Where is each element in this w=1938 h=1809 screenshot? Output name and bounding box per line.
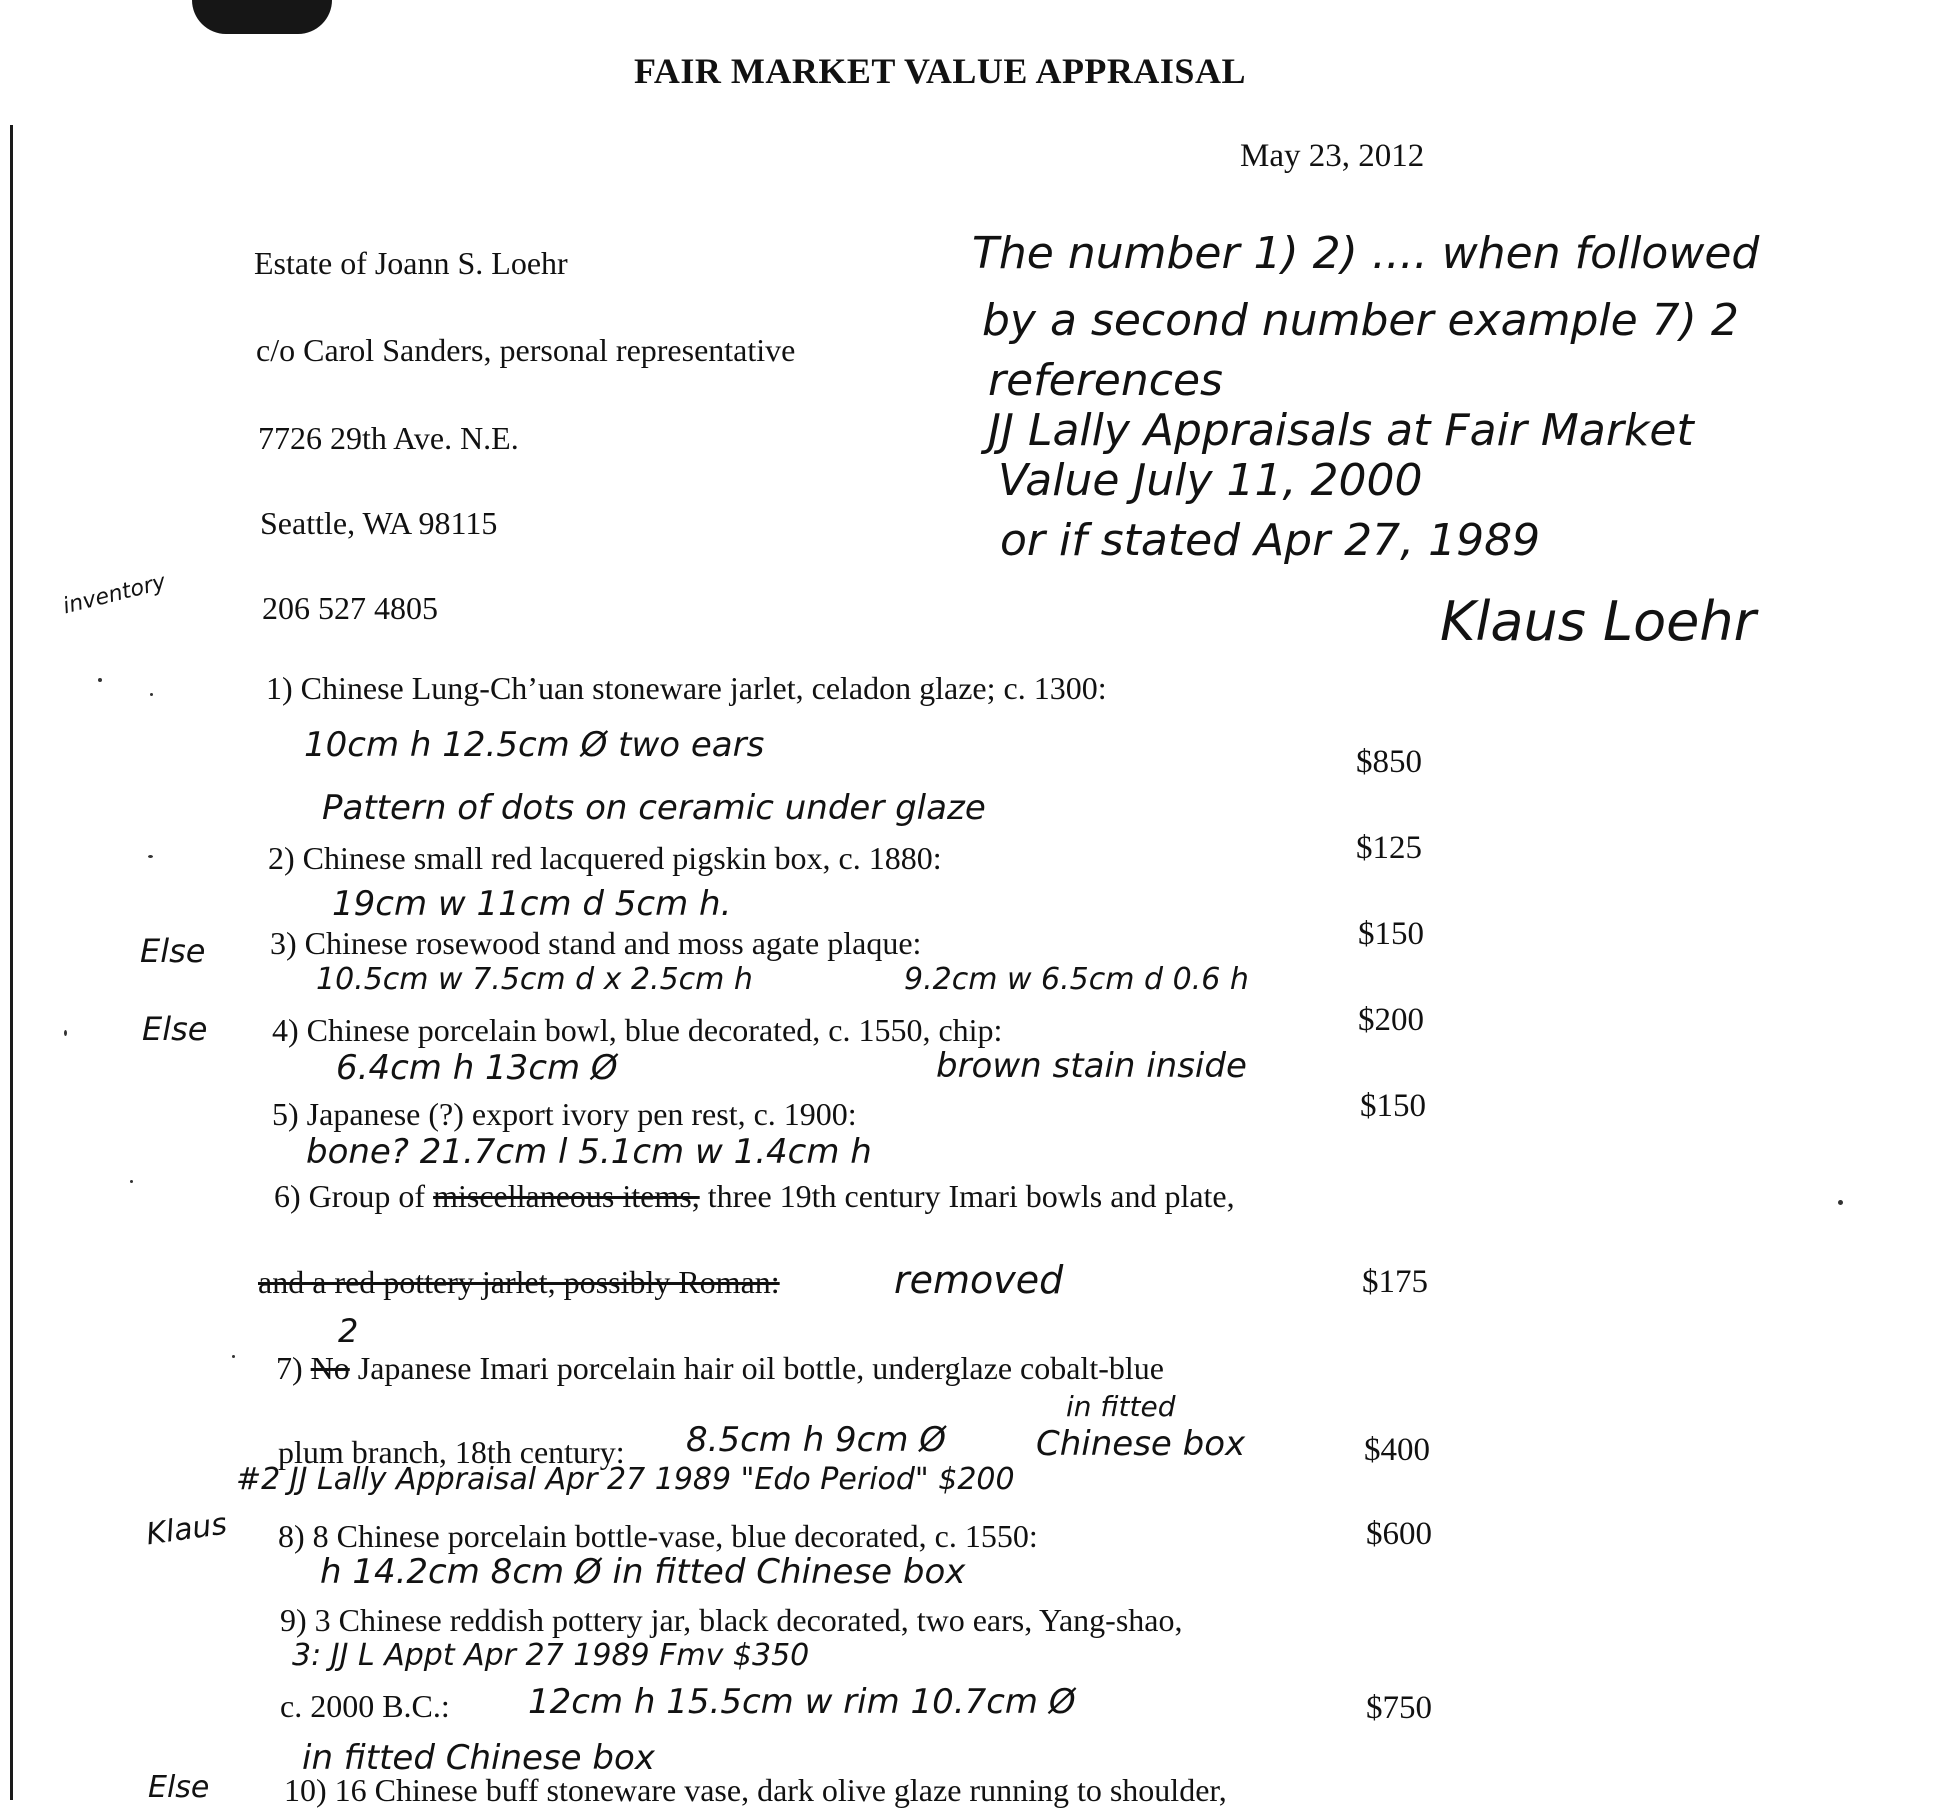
margin-mark-item-10: Else [148, 1770, 210, 1805]
item-4-description: 4) Chinese porcelain bowl, blue decorated, c. 1550, chip: [272, 1012, 1003, 1048]
item-7-text-after: Japanese Imari porcelain hair oil bottle, underglaze cobalt-blue [349, 1350, 1164, 1386]
scan-speck [130, 1180, 133, 1183]
margin-mark-item-8: Klaus [143, 1506, 230, 1553]
item-3-note-plaque: 9.2cm w 6.5cm d 0.6 h [904, 962, 1249, 997]
handwritten-note-line-3: references [988, 355, 1223, 406]
scan-speck [98, 678, 102, 682]
item-4-note-stain: brown stain inside [936, 1046, 1247, 1086]
item-5-description: 5) Japanese (?) export ivory pen rest, c. 1900: [272, 1096, 857, 1132]
item-6-struck-text: miscellaneous items, [433, 1178, 700, 1214]
item-5-price: $150 [1360, 1088, 1426, 1124]
item-3-price: $150 [1358, 916, 1424, 952]
item-7-note-in-fitted: in fitted [1066, 1390, 1176, 1423]
document-title: FAIR MARKET VALUE APPRAISAL [634, 51, 1246, 91]
scan-speck [1838, 1200, 1843, 1205]
item-2-description: 2) Chinese small red lacquered pigskin box, c. 1880: [268, 840, 942, 876]
scan-speck [232, 1355, 235, 1358]
item-1-note-pattern: Pattern of dots on ceramic under glaze [322, 788, 986, 828]
item-9-description-line-2: c. 2000 B.C.: [280, 1688, 450, 1724]
item-6-text-before: 6) Group of [274, 1178, 434, 1214]
item-7-insert-number: 2 [338, 1312, 359, 1350]
item-3-note-stand: 10.5cm w 7.5cm d x 2.5cm h [316, 962, 753, 997]
recipient-phone: 206 527 4805 [262, 590, 438, 626]
item-6-description [274, 1178, 1235, 1215]
item-9-note-fitted-box: in fitted Chinese box [302, 1738, 655, 1778]
item-9-note-dimensions: 12cm h 15.5cm w rim 10.7cm Ø [528, 1682, 1076, 1722]
margin-mark-item-4: Else [142, 1010, 208, 1048]
item-7-note-chinese-box: Chinese box [1036, 1424, 1246, 1464]
margin-mark-inventory: inventory [60, 569, 169, 620]
item-7-description [276, 1350, 1164, 1387]
item-7-price: $400 [1364, 1432, 1430, 1468]
item-7-note-dimensions: 8.5cm h 9cm Ø [686, 1420, 947, 1460]
item-6-price: $175 [1362, 1264, 1428, 1300]
handwritten-note-line-2: by a second number example 7) 2 [982, 295, 1739, 346]
item-7-struck-text: No [310, 1350, 350, 1386]
handwritten-note-line-6: or if stated Apr 27, 1989 [1000, 515, 1541, 566]
item-5-note-dimensions: bone? 21.7cm l 5.1cm w 1.4cm h [306, 1132, 872, 1172]
item-2-price: $125 [1356, 830, 1422, 866]
handwritten-note-line-5: Value July 11, 2000 [998, 455, 1423, 506]
recipient-city: Seattle, WA 98115 [260, 505, 498, 541]
item-8-note-dimensions: h 14.2cm 8cm Ø in fitted Chinese box [320, 1552, 966, 1592]
scan-speck [64, 1030, 67, 1036]
item-9-price: $750 [1366, 1690, 1432, 1726]
handwritten-note-line-4: JJ Lally Appraisals at Fair Market [988, 405, 1694, 456]
item-4-note-dimensions: 6.4cm h 13cm Ø [336, 1048, 618, 1088]
item-9-note-lally-reference: 3: JJ L Appt Apr 27 1989 Fmv $350 [292, 1638, 810, 1673]
recipient-care-of: c/o Carol Sanders, personal representative [256, 332, 796, 368]
item-1-description: 1) Chinese Lung-Ch’uan stoneware jarlet, celadon glaze; c. 1300: [266, 670, 1107, 706]
recipient-estate: Estate of Joann S. Loehr [254, 245, 568, 281]
appraisal-date: May 23, 2012 [1240, 138, 1425, 174]
item-1-price: $850 [1356, 744, 1422, 780]
scan-speck [150, 693, 153, 696]
item-6-struck-line: and a red pottery jarlet, possibly Roman: [258, 1264, 780, 1300]
margin-mark-item-3: Else [140, 932, 206, 970]
letterhead-logo [192, 0, 332, 34]
item-7-text-before: 7) [276, 1350, 311, 1386]
item-8-price: $600 [1366, 1516, 1432, 1552]
item-1-note-dimensions: 10cm h 12.5cm Ø two ears [304, 725, 765, 765]
recipient-street: 7726 29th Ave. N.E. [258, 420, 519, 456]
item-7-description-line-2: plum branch, 18th century: [278, 1434, 625, 1470]
scan-edge-line [10, 125, 13, 1800]
item-7-note-lally-reference: #2 JJ Lally Appraisal Apr 27 1989 "Edo Period" $200 [236, 1462, 1015, 1497]
handwritten-note-line-1: The number 1) 2) .... when followed [972, 228, 1760, 279]
item-4-price: $200 [1358, 1002, 1424, 1038]
scan-speck [148, 855, 153, 858]
item-9-description: 9) 3 Chinese reddish pottery jar, black decorated, two ears, Yang-shao, [280, 1602, 1183, 1638]
item-2-note-dimensions: 19cm w 11cm d 5cm h. [332, 884, 732, 924]
item-8-description: 8) 8 Chinese porcelain bottle-vase, blue decorated, c. 1550: [278, 1518, 1038, 1554]
item-6-text-after: three 19th century Imari bowls and plate, [699, 1178, 1235, 1214]
item-10-description: 10) 16 Chinese buff stoneware vase, dark olive glaze running to shoulder, [284, 1772, 1227, 1808]
item-6-note-removed: removed [894, 1258, 1064, 1302]
item-3-description: 3) Chinese rosewood stand and moss agate plaque: [270, 925, 922, 961]
handwritten-signature: Klaus Loehr [1440, 590, 1756, 653]
